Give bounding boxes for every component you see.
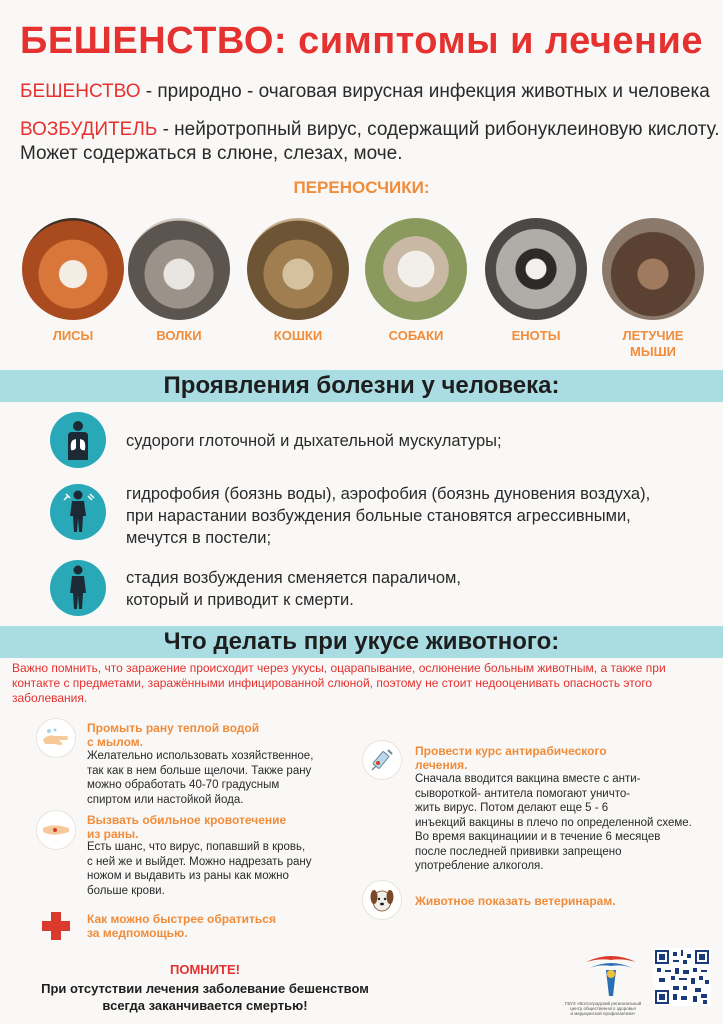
syringe-icon <box>362 740 402 780</box>
bleed-title <box>87 813 286 841</box>
bleed-body-line: с ней же и выйдет. Можно надрезать рану <box>87 855 312 868</box>
carrier-label: КОШКИ <box>273 328 323 343</box>
carrier-label: ЛИСЫ <box>52 328 94 343</box>
definition-text: - природно - очаговая вирусная инфекция животных и человека <box>140 81 710 102</box>
pathogen-line1: - нейротропный вирус, содержащий рибонуклеиновую кислоту. <box>157 119 720 140</box>
dog-icon <box>362 880 402 920</box>
vaccine-body-line: Сначала вводится вакцина вместе с анти- <box>415 773 641 785</box>
bat-photo <box>602 218 704 320</box>
organization-name <box>563 1001 643 1016</box>
vaccine-body-line: Во время вакцинациии и в течение 6 месяцев <box>415 831 661 843</box>
remember-line1: При отсутствии лечения заболевание бешенством <box>41 981 369 996</box>
wash-body <box>87 749 313 807</box>
rabies-definition <box>20 80 710 104</box>
doctor-title-line1: Как можно быстрее обратиться <box>87 912 276 926</box>
wash-title-line2: с мылом. <box>87 735 143 749</box>
vaccine-body <box>415 772 692 874</box>
carrier-wolf <box>124 218 234 344</box>
carrier-label: ЕНОТЫ <box>511 328 561 343</box>
hand-wash-icon <box>36 718 76 758</box>
symptom-2-line1: гидрофобия (боязнь воды), аэрофобия (боязнь дуновения воздуха), <box>126 485 651 503</box>
carrier-dog <box>361 218 471 344</box>
wash-body-line: можно обработать 40-70 градусным <box>87 779 280 791</box>
wolf-photo <box>128 218 230 320</box>
bleed-title-line1: Вызвать обильное кровотечение <box>87 813 287 827</box>
wash-title <box>87 721 259 749</box>
doctor-title <box>87 912 276 940</box>
vaccine-body-line: сывороткой- антитела помогают уничто- <box>415 787 631 800</box>
body-hydrophobia-icon <box>50 484 106 540</box>
body-paralysis-icon <box>50 560 106 616</box>
wash-body-line: спиртом или настойкой йода. <box>87 793 244 806</box>
carriers-title: ПЕРЕНОСЧИКИ: <box>293 178 430 197</box>
org-line: центр общественного здоровья <box>570 1006 636 1011</box>
page-title: БЕШЕНСТВО: симптомы и лечение <box>20 20 703 62</box>
symptom-3-line2: который и приводит к смерти. <box>126 591 354 609</box>
actions-heading: Что делать при укусе животного: <box>0 626 723 658</box>
carrier-raccoon <box>481 218 591 344</box>
carrier-bat <box>598 218 708 360</box>
wash-body-line: Желательно использовать хозяйственное, <box>87 750 314 762</box>
carrier-label: ВОЛКИ <box>156 328 202 343</box>
remember-line2: всегда заканчивается смертью! <box>102 998 308 1013</box>
vaccine-title <box>415 744 607 772</box>
symptom-3 <box>126 567 461 611</box>
symptom-3-line1: стадия возбуждения сменяется параличом, <box>126 569 461 587</box>
infection-warning: Важно помнить, что заражение происходит через укусы, оцарапывание, ослюнение больным животным, а также при контакте с предметами, заражёнными инфицированной слюной, поэтому не стоит недооценивать опасность этого заболевания. <box>12 661 666 705</box>
symptom-2-line3: мечутся в постели; <box>126 529 272 547</box>
symptoms-heading: Проявления болезни у человека: <box>0 370 723 402</box>
carrier-label: ЛЕТУЧИЕ МЫШИ <box>622 328 684 359</box>
bleed-body-line: ножом и выдавить из раны как можно <box>87 870 289 882</box>
vaccine-body-line: инъекций вакцины в плечо по определенной схеме. <box>415 816 692 829</box>
definition-term: БЕШЕНСТВО <box>20 81 141 102</box>
fox-photo <box>22 218 124 320</box>
bleed-body-line: Есть шанс, что вирус, попавший в кровь, <box>87 841 306 853</box>
organization-logo <box>582 952 640 1005</box>
symptom-2-line2: при нарастании возбуждения больные становятся агрессивными, <box>126 507 631 525</box>
symptom-1-line: судороги глоточной и дыхательной мускулатуры; <box>126 432 502 450</box>
org-line: и медицинской профилактики» <box>570 1011 636 1016</box>
org-line: ГБУЗ «Волгоградский региональный <box>564 1001 642 1006</box>
carrier-cat <box>243 218 353 344</box>
vaccine-body-line: употребление алкоголя. <box>415 860 544 872</box>
vaccine-body-line: после последней прививки запрещено <box>415 845 622 858</box>
remember-title: ПОМНИТЕ! <box>170 962 240 977</box>
bleed-title-line2: из раны. <box>87 827 139 841</box>
carrier-label: СОБАКИ <box>388 328 444 343</box>
doctor-title-line2: за медпомощью. <box>87 926 188 940</box>
wash-title-line1: Промыть рану теплой водой <box>87 721 260 735</box>
wash-body-line: так как в нем больше щелочи. Также рану <box>87 764 312 777</box>
red-cross-icon <box>36 906 76 946</box>
symptom-1 <box>126 430 502 452</box>
carrier-fox <box>18 218 128 344</box>
vaccine-body-line: жить вирус. Потом делают еще 5 - 6 <box>415 802 609 814</box>
raccoon-photo <box>485 218 587 320</box>
remember-block <box>0 962 410 1014</box>
pathogen-definition <box>20 118 720 166</box>
vet-title: Животное показать ветеринарам. <box>415 894 616 908</box>
vaccine-title-line1: Провести курс антирабического <box>415 744 607 758</box>
vaccine-title-line2: лечения. <box>415 758 468 772</box>
dog-photo <box>365 218 467 320</box>
qr-code[interactable] <box>653 948 711 1006</box>
cat-photo <box>247 218 349 320</box>
pathogen-term: ВОЗБУДИТЕЛЬ <box>20 119 158 140</box>
symptom-2 <box>126 483 650 549</box>
lungs-icon <box>50 412 106 468</box>
bleed-body <box>87 840 312 898</box>
pathogen-line2: Может содержаться в слюне, слезах, моче. <box>20 143 403 164</box>
arm-bleed-icon <box>36 810 76 850</box>
bleed-body-line: больше крови. <box>87 884 165 897</box>
